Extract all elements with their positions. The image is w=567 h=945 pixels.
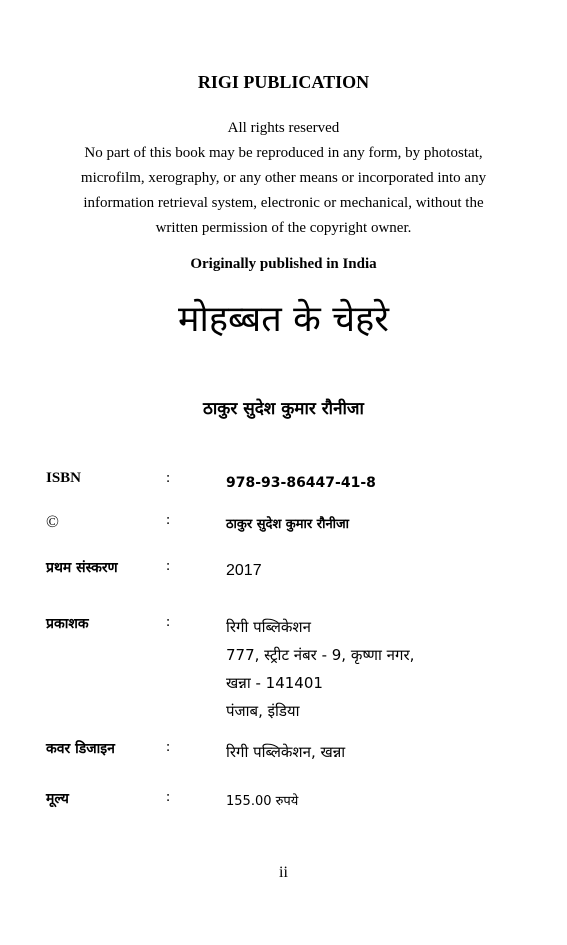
publisher-address xyxy=(226,614,414,726)
isbn-row xyxy=(46,470,526,494)
address-line: रिगी पब्लिकेशन xyxy=(226,618,311,636)
colon: : xyxy=(166,512,171,528)
book-title: मोहब्बत के चेहरे xyxy=(178,299,389,340)
publisher-heading: RIGI PUBLICATION xyxy=(197,72,370,92)
publisher-label: प्रकाशक xyxy=(46,616,89,632)
edition-label: प्रथम संस्करण xyxy=(46,560,118,576)
price-value: 155.00 रुपये xyxy=(226,794,299,809)
copyright-row xyxy=(46,512,526,536)
isbn-label: ISBN xyxy=(46,470,82,486)
address-line: 777, स्ट्रीट नंबर - 9, कृष्णा नगर, xyxy=(226,646,415,664)
edition-value: 2017 xyxy=(226,562,262,579)
price-row xyxy=(46,789,526,813)
rights-line: information retrieval system, electronic or mechanical, without the xyxy=(83,195,484,211)
copyright-value: ठाकुर सुदेश कुमार रौनीजा xyxy=(226,517,350,532)
isbn-value: 978-93-86447-41-8 xyxy=(226,475,376,491)
rights-line: No part of this book may be reproduced in any form, by photostat, xyxy=(84,145,483,161)
author-name: ठाकुर सुदेश कुमार रौनीजा xyxy=(203,399,364,419)
page-number: ii xyxy=(279,864,288,881)
price-label: मूल्य xyxy=(46,791,69,807)
rights-line: microfilm, xerography, or any other means or incorporated into any xyxy=(80,170,487,186)
rights-reserved: All rights reserved xyxy=(227,120,340,136)
colon: : xyxy=(166,614,171,630)
rights-statement xyxy=(40,116,527,241)
edition-row xyxy=(46,558,526,582)
address-line: पंजाब, इंडिया xyxy=(226,702,300,720)
colon: : xyxy=(166,558,171,574)
copyright-label: © xyxy=(46,512,59,531)
cover-design-label: कवर डिजाइन xyxy=(46,741,115,757)
address-line: खन्ना - 141401 xyxy=(226,674,323,692)
origin-statement: Originally published in India xyxy=(190,256,377,272)
colon: : xyxy=(166,739,171,755)
cover-design-row xyxy=(46,739,526,763)
colon: : xyxy=(166,470,171,486)
colon: : xyxy=(166,789,171,805)
publisher-row xyxy=(46,614,526,726)
cover-design-value: रिगी पब्लिकेशन, खन्ना xyxy=(226,743,346,761)
rights-line: written permission of the copyright owner. xyxy=(155,220,412,236)
